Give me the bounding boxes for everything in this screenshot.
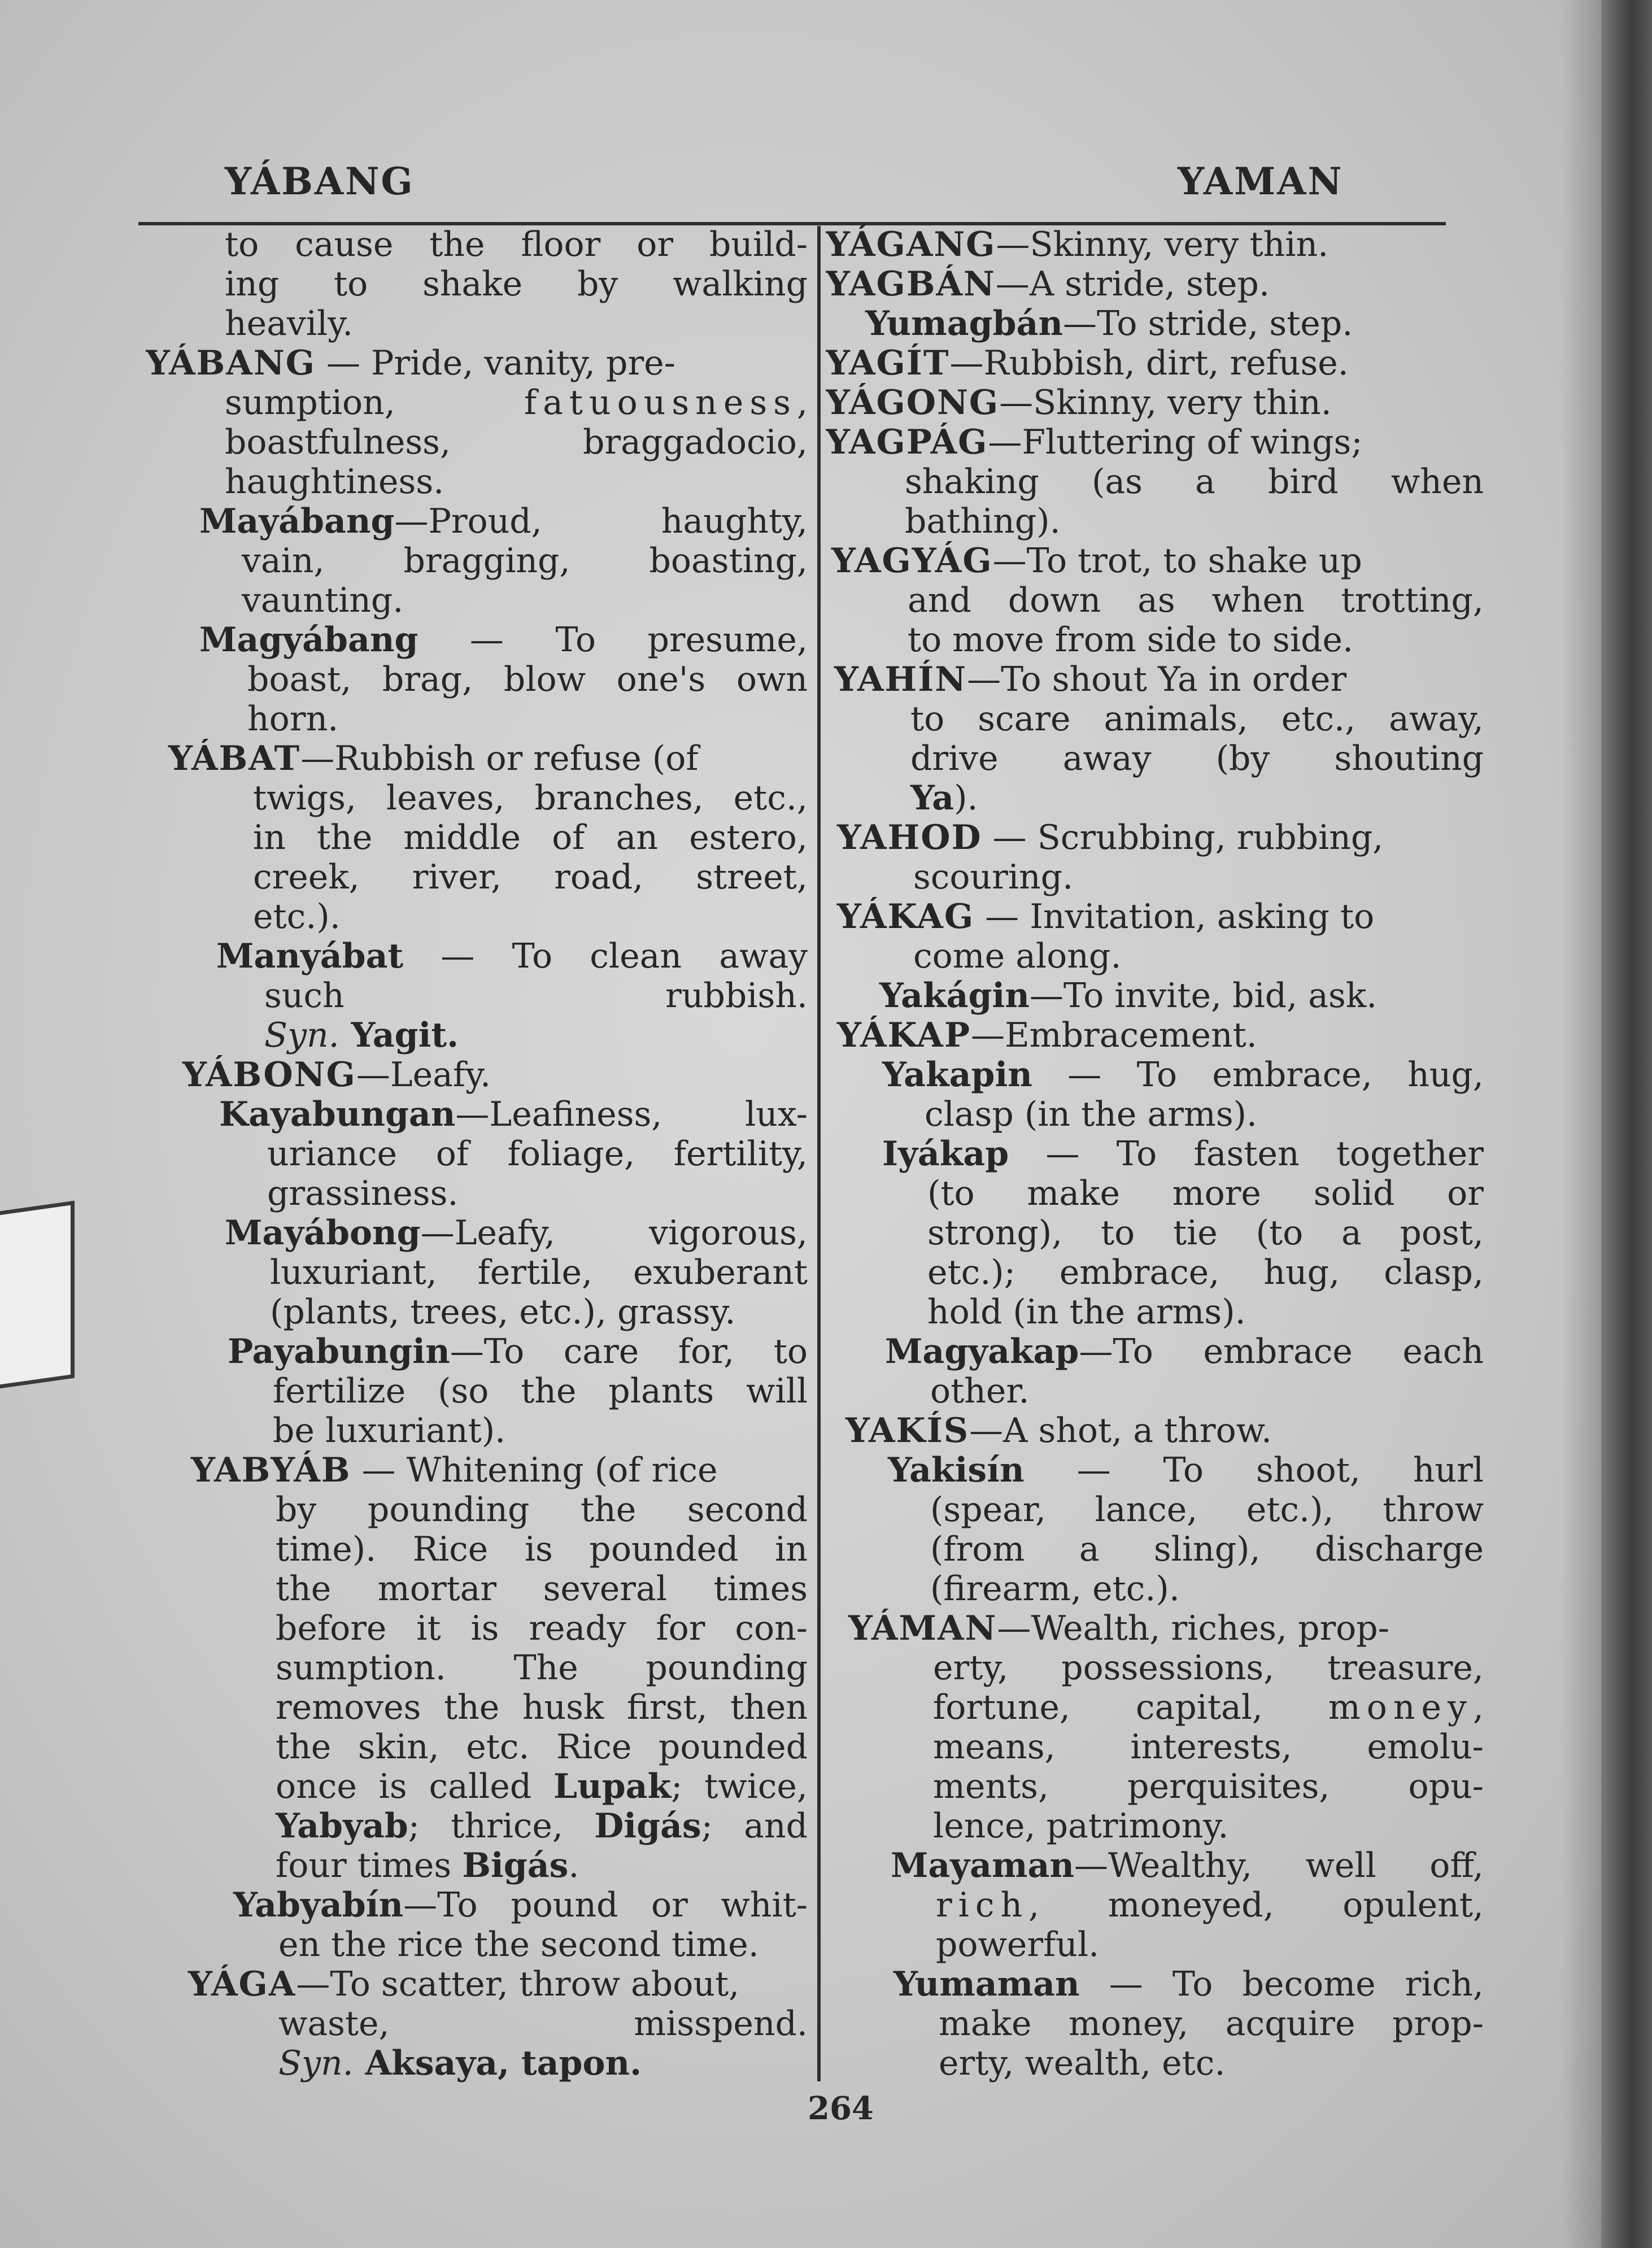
definition-text: bathing). [905,502,1061,541]
sub-entry-word: Mayaman [891,1846,1075,1885]
entry-line [146,1530,808,1569]
definition-text: to move from side to side. [908,620,1354,660]
entry-line [146,1885,808,1925]
definition-text: —Embracement. [970,1016,1257,1055]
definition-text: fortune, capital, [933,1688,1328,1727]
entry-line [826,857,1484,897]
entry-line [826,2004,1484,2044]
definition-text: (plants, trees, etc.), grassy. [270,1292,736,1332]
entry-line [146,1609,808,1648]
definition-text: —Rubbish, dirt, refuse. [949,343,1349,383]
definition-text: —To invite, bid, ask. [1029,976,1378,1016]
headword: YÁKAG [837,897,975,936]
definition-text: before it is ready for con- [276,1609,808,1648]
headword: YÁGA [188,1964,297,2004]
entry-line [826,739,1484,778]
definition-text: —To stride, step. [1063,304,1353,343]
entry-line [146,1371,808,1411]
definition-text: creek, river, road, street, [253,857,808,897]
definition-text: erty, wealth, etc. [939,2044,1226,2083]
entry-line [826,1688,1484,1727]
sub-entry-word: Ya [910,778,954,818]
entry-line [146,1806,808,1846]
headword: YAGÍT [826,343,950,383]
definition-text: Syn. [264,1016,339,1055]
definition-text: —To care for, to [450,1332,808,1371]
definition-text: — To embrace, hug, [1032,1055,1484,1095]
entry-line [146,422,808,462]
left-column [146,225,808,2083]
definition-text: haughtiness. [225,462,444,502]
sub-entry-word: Yakágin [879,976,1030,1016]
definition-text: be luxuriant). [273,1411,506,1450]
entry-line [146,897,808,936]
definition-text: hold (in the arms). [927,1292,1246,1332]
entry-line [826,462,1484,502]
entry-line [146,581,808,620]
entry-line [146,462,808,502]
headword: YAGYÁG [831,541,993,581]
definition-text: to cause the floor or build- [225,225,808,264]
definition-text: waste, misspend. [278,2004,808,2044]
entry-line [146,739,808,778]
definition-text: ). [954,778,978,818]
entry-line [826,1332,1484,1371]
definition-text: boast, brag, blow one's own [247,660,808,699]
definition-text: make money, acquire prop- [939,2004,1484,2044]
headword: YAKÍS [845,1411,970,1450]
entry-line [146,1846,808,1885]
entry-line [826,1925,1484,1964]
definition-text: —Leafiness, lux- [455,1095,808,1134]
definition-text: — To shoot, hurl [1024,1450,1484,1490]
right-column [826,225,1484,2083]
entry-line [826,1292,1484,1332]
running-head-right: YAMAN [1178,159,1344,203]
column-divider [817,226,821,2081]
definition-text: ing to shake by walking [225,264,808,304]
entry-line [146,225,808,264]
entry-line [826,1055,1484,1095]
entry-line [146,1134,808,1174]
definition-text: Syn. [278,2044,354,2083]
entry-line [146,660,808,699]
headword: YABYÁB [191,1450,351,1490]
definition-text: . [568,1846,579,1885]
headword: YAGPÁG [826,422,988,462]
entry-line [146,936,808,976]
entry-line [146,383,808,422]
entry-line [826,2044,1484,2083]
entry-line [826,1016,1484,1055]
definition-text: , [796,383,808,422]
definition-text: —A stride, step. [995,264,1270,304]
sub-entry-word: Yakisín [888,1450,1025,1490]
definition-text: time). Rice is pounded in [276,1530,808,1569]
definition-text: — Invitation, asking to [974,897,1375,936]
headword: YÁBAT [168,739,301,778]
definition-text: shaking (as a bird when [905,462,1484,502]
definition-text: —Leafy, vigorous, [420,1213,808,1253]
definition-text: —A shot, a throw. [969,1411,1272,1450]
entry-line [146,1569,808,1609]
page-shadow [1562,0,1601,2248]
entry-line [826,897,1484,936]
entry-line [146,343,808,383]
entry-line [826,1371,1484,1411]
entry-line [826,778,1484,818]
sub-entry-word: Mayábong [225,1213,421,1253]
headword: YÁBONG [182,1055,356,1095]
entry-line [146,1213,808,1253]
definition-text: vaunting. [242,581,404,620]
definition-text: four times [276,1846,463,1885]
definition-text: ; thrice, [408,1806,595,1846]
definition-text: —Wealthy, well off, [1074,1846,1484,1885]
headword: YAGBÁN [826,264,996,304]
sub-entry-word: Yabyab [276,1806,408,1846]
headword: YÁKAP [837,1016,971,1055]
definition-text: , [1472,1688,1484,1727]
sub-entry-word: Yabyabín [233,1885,404,1925]
entry-line [146,541,808,581]
definition-text: —Proud, haughty, [394,502,808,541]
definition-text: the skin, etc. Rice pounded [276,1727,808,1767]
definition-text: luxuriant, fertile, exuberant [270,1253,808,1292]
headword: YAHÍN [834,660,967,699]
entry-line [146,1727,808,1767]
entry-line [146,976,808,1016]
sub-entry-word: Yumaman [893,1964,1080,2004]
definition-text: in the middle of an estero, [253,818,808,857]
entry-line [826,422,1484,462]
definition-text: —Skinny, very thin. [996,225,1329,264]
entry-line [146,1016,808,1055]
entry-line [146,1055,808,1095]
headword: YÁGONG [826,383,1000,422]
definition-text: vain, bragging, boasting, [242,541,808,581]
headword: YÁMAN [848,1609,997,1648]
entry-line [826,818,1484,857]
definition-text: uriance of foliage, fertility, [267,1134,808,1174]
entry-line [826,660,1484,699]
definition-text: to scare animals, etc., away, [910,699,1484,739]
definition-text: fatuousness [524,383,797,422]
definition-text: ; twice, [671,1767,808,1806]
entry-line [826,1806,1484,1846]
definition-text: — To fasten together [1009,1134,1484,1174]
entry-line [146,264,808,304]
entry-line [146,1332,808,1371]
entry-line [826,1727,1484,1767]
entry-line [826,1174,1484,1213]
sub-entry-word: Magyábang [199,620,419,660]
definition-text: horn. [247,699,339,739]
entry-line [826,502,1484,541]
entry-line [146,818,808,857]
definition-text: (spear, lance, etc.), throw [930,1490,1484,1530]
entry-line [826,264,1484,304]
entry-line [146,620,808,660]
entry-line [146,1767,808,1806]
entry-line [146,1292,808,1332]
entry-line [826,581,1484,620]
entry-line [826,541,1484,581]
sub-entry-word: Aksaya, tapon. [353,2044,642,2083]
page-number: 264 [808,2090,874,2127]
definition-text: erty, possessions, treasure, [933,1648,1484,1688]
definition-text: lence, patrimony. [933,1806,1229,1846]
definition-text: —Leafy. [356,1055,491,1095]
entry-line [146,502,808,541]
entry-line [826,1846,1484,1885]
sub-entry-word: Bigás [462,1846,569,1885]
entry-line [826,1530,1484,1569]
definition-text: sumption, [225,383,524,422]
entry-line [146,1490,808,1530]
entry-line [826,1648,1484,1688]
definition-text: removes the husk first, then [276,1688,808,1727]
definition-text: powerful. [936,1925,1100,1964]
definition-text: sumption. The pounding [276,1648,808,1688]
definition-text: the mortar several times [276,1569,808,1609]
definition-text: (to make more solid or [927,1174,1484,1213]
definition-text: grassiness. [267,1174,459,1213]
entry-line [146,778,808,818]
definition-text: boastfulness, braggadocio, [225,422,808,462]
entry-line [146,1688,808,1727]
running-head-left: YÁBANG [225,159,415,203]
definition-text: clasp (in the arms). [925,1095,1258,1134]
definition-text: — Whitening (of rice [351,1450,718,1490]
definition-text: —To scatter, throw about, [296,1964,740,2004]
headword: YAHOD [837,818,982,857]
definition-text: strong), to tie (to a post, [927,1213,1484,1253]
definition-text: scouring. [913,857,1074,897]
definition-text: once is called [276,1767,553,1806]
sub-entry-word: Payabungin [228,1332,450,1371]
entry-line [826,699,1484,739]
sub-entry-word: Magyakap [885,1332,1079,1371]
definition-text: etc.); embrace, hug, clasp, [927,1253,1484,1292]
definition-text: — Scrubbing, rubbing, [982,818,1384,857]
headword: YÁGANG [826,225,996,264]
entry-line [826,225,1484,264]
definition-text: —Wealth, riches, prop- [997,1609,1389,1648]
entry-line [146,1411,808,1450]
entry-line [826,1213,1484,1253]
definition-text: twigs, leaves, branches, etc., [253,778,808,818]
entry-line [826,1964,1484,2004]
sub-entry-word: Manyábat [216,936,404,976]
sub-entry-word: Lupak [553,1767,672,1806]
entry-line [146,1925,808,1964]
entry-line [146,699,808,739]
definition-text: come along. [913,936,1122,976]
sub-entry-word: Yumagbán [865,304,1063,343]
definition-text: —Rubbish or refuse (of [300,739,699,778]
sub-entry-word: Kayabungan [219,1095,456,1134]
entry-line [826,1095,1484,1134]
entry-line [146,304,808,343]
definition-text: — To become rich, [1079,1964,1484,2004]
sub-entry-word: Iyákap [882,1134,1009,1174]
definition-text: —Fluttering of wings; [988,422,1363,462]
sub-entry-word: Mayábang [199,502,395,541]
entry-line [826,1450,1484,1490]
definition-text: etc.). [253,897,341,936]
definition-text: — Pride, vanity, pre- [315,343,675,383]
entry-line [146,1095,808,1134]
definition-text: and down as when trotting, [908,581,1484,620]
definition-text: , moneyed, opulent, [1028,1885,1484,1925]
definition-text: rich [936,1885,1029,1925]
entry-line [826,1767,1484,1806]
entry-line [826,620,1484,660]
entry-line [826,1253,1484,1292]
definition-text: means, interests, emolu- [933,1727,1484,1767]
definition-text: by pounding the second [276,1490,808,1530]
sub-entry-word: Yagit. [339,1016,459,1055]
definition-text: ments, perquisites, opu- [933,1767,1484,1806]
definition-text: — To clean away [403,936,808,976]
definition-text: money [1328,1688,1473,1727]
definition-text: —To embrace each [1079,1332,1484,1371]
definition-text: heavily. [225,304,354,343]
definition-text: en the rice the second time. [278,1925,759,1964]
entry-line [146,1648,808,1688]
entry-line [826,1609,1484,1648]
entry-line [826,1569,1484,1609]
entry-line [146,1174,808,1213]
entry-line [826,304,1484,343]
book-spine-edge [1601,0,1652,2248]
definition-text: (firearm, etc.). [930,1569,1180,1609]
definition-text: (from a sling), discharge [930,1530,1484,1569]
entry-line [826,976,1484,1016]
entry-line [826,1490,1484,1530]
entry-line [146,857,808,897]
entry-line [826,1885,1484,1925]
entry-line [146,2004,808,2044]
entry-line [146,2044,808,2083]
entry-line [826,383,1484,422]
entry-line [146,1964,808,2004]
definition-text: drive away (by shouting [910,739,1484,778]
definition-text: —To shout Ya in order [967,660,1347,699]
definition-text: —To pound or whit- [403,1885,808,1925]
definition-text: ; and [701,1806,808,1846]
entry-line [826,1411,1484,1450]
paper-tab [0,1201,75,1389]
headword: YÁBANG [146,343,316,383]
entry-line [826,343,1484,383]
sub-entry-word: Yakapin [882,1055,1032,1095]
definition-text: —To trot, to shake up [992,541,1362,581]
entry-line [826,936,1484,976]
definition-text: such rubbish. [264,976,808,1016]
definition-text: — To presume, [418,620,808,660]
entry-line [146,1253,808,1292]
definition-text: other. [930,1371,1030,1411]
sub-entry-word: Digás [594,1806,701,1846]
entry-line [826,1134,1484,1174]
definition-text: —Skinny, very thin. [999,383,1332,422]
entry-line [146,1450,808,1490]
definition-text: fertilize (so the plants will [273,1371,808,1411]
